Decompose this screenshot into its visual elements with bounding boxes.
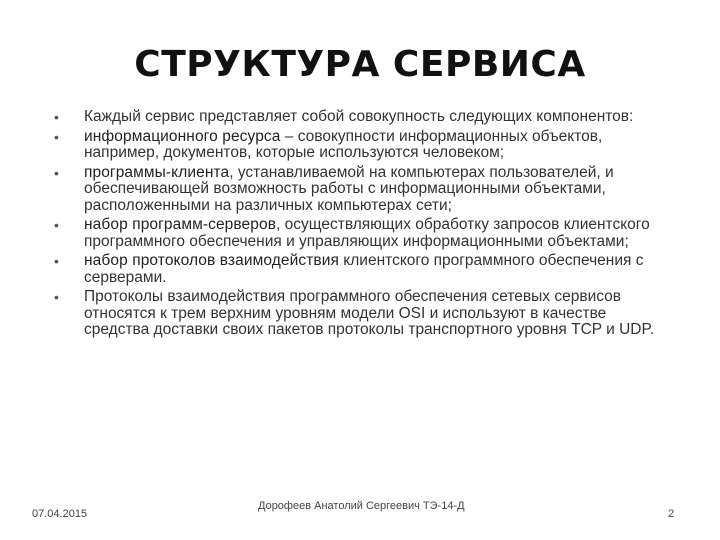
- bullet-text: – совокупности информационных объектов, например, документов, которые используются человеком;: [84, 127, 603, 161]
- bullet-item: [54, 129, 666, 162]
- bullet-term: программы-клиента: [84, 163, 230, 181]
- slide-title: СТРУКТУРА СЕРВИСА: [134, 44, 586, 85]
- bullet-marker: •: [54, 253, 59, 269]
- bullet-item: [54, 289, 666, 339]
- bullet-marker: •: [54, 217, 59, 233]
- bullet-text: , устанавливаемой на компьютерах пользователей, и обеспечивающей возможность работы с информационными объектами, расположенными на различных компьютерах сети;: [84, 163, 614, 214]
- footer-author: Дорофеев Анатолий Сергеевич ТЭ-14-Д: [258, 500, 465, 512]
- bullet-text: , осуществляющих обработку запросов клиентского программного обеспечения и управляющих информационными объектами;: [84, 216, 650, 250]
- bullet-term: набор программ-серверов: [84, 216, 277, 233]
- bullet-term: информационного ресурса: [84, 127, 281, 145]
- bullet-text: Протоколы взаимодействия программного обеспечения сетевых сервисов относятся к трем верхним уровням модели OSI и используют в качестве средства доставки своих пакетов протоколы транспортного уровня TCP и UDP.: [84, 288, 655, 338]
- bullet-marker: •: [54, 164, 59, 181]
- bullet-item: [54, 165, 666, 215]
- bullet-term: набор протоколов взаимодействия: [84, 252, 339, 269]
- footer-date: 07.04.2015: [32, 508, 88, 520]
- bullet-list: [54, 109, 666, 342]
- page-number: 2: [668, 508, 675, 520]
- bullet-text: клиентского программного обеспечения с серверами.: [84, 252, 644, 286]
- bullet-marker: •: [54, 289, 59, 305]
- bullet-marker: •: [54, 128, 59, 145]
- bullet-item: [54, 217, 666, 250]
- bullet-text: Каждый сервис представляет собой совокупность следующих компонентов:: [84, 108, 634, 125]
- bullet-marker: •: [54, 109, 59, 125]
- bullet-item: [54, 253, 666, 286]
- bullet-item: [54, 109, 666, 126]
